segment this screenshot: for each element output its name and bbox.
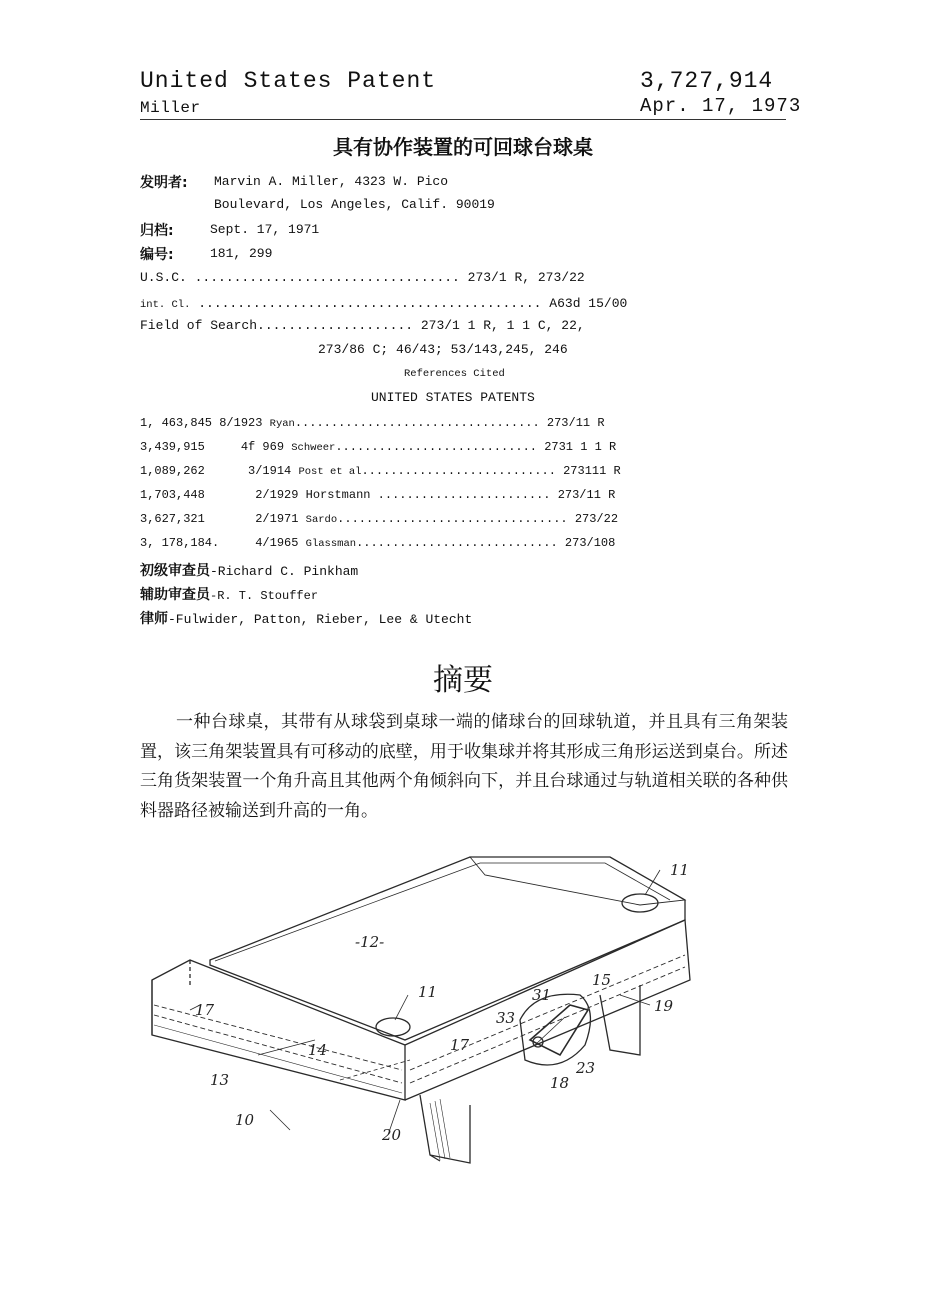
reference-number: 3,439,915 [140,440,205,454]
reference-class: 273111 R [563,464,621,478]
reference-number: 1,703,448 [140,488,205,502]
figure-label-18: 18 [550,1074,570,1092]
abstract-heading: 摘要 [433,663,493,698]
filed-label: 归档: [140,223,174,239]
reference-row [140,464,621,478]
reference-date: 4f 969 [240,440,285,454]
reference-name: Ryan [269,418,295,430]
primary-examiner-label: 初级审查员 [140,563,210,579]
reference-number: 3, 178,184. [140,536,220,550]
reference-class: 2731 1 1 R [544,440,617,454]
assistant-examiner-value: -R. T. Stouffer [210,589,319,603]
attorney [140,608,472,628]
intcl-line [140,294,627,312]
reference-class: 273/22 [574,512,619,526]
reference-date: 2/1971 [255,512,299,526]
reference-class: 273/11 R [546,416,605,430]
reference-name: Horstmann [305,488,371,502]
assistant-examiner [140,584,318,604]
reference-row [140,512,618,526]
abstract-text: 一种台球桌，其带有从球袋到桌球一端的储球台的回球轨道，并且具有三角架装置，该三角架装置具有可移动的底壁，用于收集球并将其形成三角形运送到桌台。所述三角货架装置一个角升高且其他两个角倾斜向下，并且台球通过与轨道相关联的各种供料器路径被输送到升高的一角。 [140,712,788,821]
reference-class: 273/11 R [557,488,616,502]
patent-title: 具有协作装置的可回球台球桌 [333,135,593,159]
filed-value: Sept. 17, 1971 [210,222,320,237]
reference-date: 2/1929 [255,488,299,502]
attorney-value: -Fulwider, Patton, Rieber, Lee & Utecht [168,612,473,627]
figure-label-11-top: 11 [670,861,690,879]
number-label: 编号: [140,247,174,263]
reference-row [140,416,605,430]
attorney-label: 律师 [140,611,168,627]
figure-label-15: 15 [592,971,612,989]
reference-name: Sardo [305,514,338,526]
reference-dots: ........................... [361,464,556,478]
figure-label-14: 14 [308,1041,328,1059]
primary-examiner [140,560,358,580]
inventor-line2: Boulevard, Los Angeles, Calif. 90019 [214,197,495,212]
assistant-examiner-label: 辅助审查员 [140,587,210,603]
reference-number: 3,627,321 [140,512,205,526]
figure-label-17-end: 17 [195,1001,215,1019]
header-rule [140,119,786,120]
number-value: 181, 299 [210,246,273,261]
figure-label-11-pocket: 11 [418,983,438,1001]
reference-number: 1, 463,845 [140,416,213,430]
intcl-dots: ............................................ [190,296,542,311]
reference-name: Glassman [305,538,357,550]
reference-row [140,488,615,502]
figure-label-20: 20 [382,1126,402,1144]
reference-class: 273/108 [564,536,616,550]
reference-dots: .................................. [294,416,540,430]
inventor-surname: Miller [140,99,201,117]
figure-label-17-side: 17 [450,1036,470,1054]
us-patents-heading: UNITED STATES PATENTS [371,390,535,405]
field-of-search-line2: 273/86 C; 46/43; 53/143,245, 246 [318,342,568,357]
figure-label-19: 19 [654,997,674,1015]
reference-number: 1,089,262 [140,464,205,478]
patent-number: 3,727,914 [640,68,774,94]
intcl-label: int. Cl. [140,299,191,311]
reference-dots: ............................ [356,536,558,550]
reference-row [140,440,616,454]
reference-row [140,536,615,550]
figure-label-13: 13 [210,1071,230,1089]
inventor-line1: Marvin A. Miller, 4323 W. Pico [214,174,449,189]
figure-label-23: 23 [576,1059,596,1077]
inventor-label: 发明者: [140,175,188,191]
reference-dots: ........................ [370,488,551,502]
reference-date: 3/1914 [248,464,292,478]
reference-name: Schweer [291,442,336,454]
patent-date: Apr. 17, 1973 [640,95,802,117]
figure-label-10: 10 [235,1111,255,1129]
reference-dots: ................................ [337,512,568,526]
reference-dots: ............................ [335,440,537,454]
reference-date: 8/1923 [219,416,263,430]
figure-label-31: 31 [532,986,552,1004]
usc-line: U.S.C. .................................. 273/1 R, 273/22 [140,270,585,285]
figure-label-33: 33 [496,1009,516,1027]
primary-examiner-value: -Richard C. Pinkham [210,564,359,579]
figure-label-12: -12- [355,933,385,951]
references-cited-heading: References Cited [404,368,505,380]
intcl-value: A63d 15/00 [541,296,628,311]
reference-name: Post et al [298,466,362,478]
field-of-search-line1: Field of Search.................... 273/1 1 R, 1 1 C, 22, [140,318,585,333]
patent-header-title: United States Patent [140,68,437,94]
patent-drawing [140,845,700,1175]
reference-date: 4/1965 [255,536,299,550]
